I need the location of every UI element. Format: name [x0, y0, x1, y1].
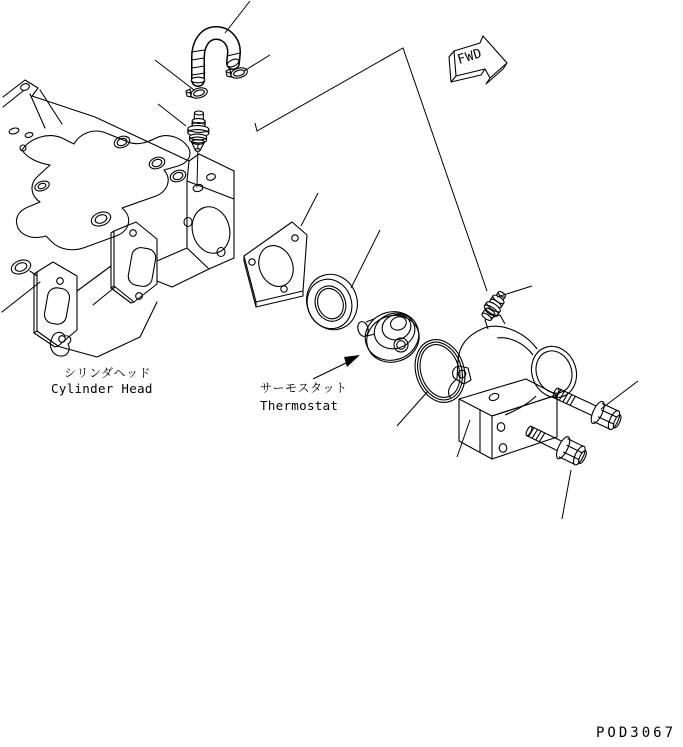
leader-joint-connector	[158, 104, 186, 126]
gasket-drawing	[244, 222, 307, 307]
flange-bolt-lower-drawing	[522, 419, 590, 469]
leader-clamp-right	[244, 55, 270, 71]
seal-ring-drawing	[299, 267, 365, 337]
leader-long-v	[255, 48, 487, 291]
plug-fitting-drawing	[479, 288, 510, 323]
flange-bolt-upper-drawing	[549, 381, 624, 433]
fwd-label: FWD	[455, 46, 485, 68]
leader-clamp-left	[155, 60, 194, 90]
leader-bolt-lower	[562, 470, 571, 519]
leader-o-ring	[397, 391, 428, 426]
thermostat-label-en: Thermostat	[260, 398, 339, 413]
leader-seal-ring	[351, 230, 380, 288]
drawing-number: POD3067	[596, 725, 677, 741]
thermostat-housing-drawing	[449, 315, 584, 459]
thermostat-label-jp: サーモスタット	[260, 381, 348, 395]
cylinder-head-label-jp: シリンダヘッド	[64, 366, 152, 380]
leader-gasket	[301, 193, 318, 226]
fwd-direction-arrow	[449, 36, 507, 84]
cylinder-head-label-en: Cylinder Head	[51, 381, 153, 396]
hose-clamp-left-drawing	[186, 86, 208, 100]
leader-bolt-upper	[601, 381, 638, 409]
thermostat-pointer-arrow	[313, 355, 360, 379]
leader-plug	[497, 286, 532, 297]
leader-hose	[225, 1, 250, 33]
